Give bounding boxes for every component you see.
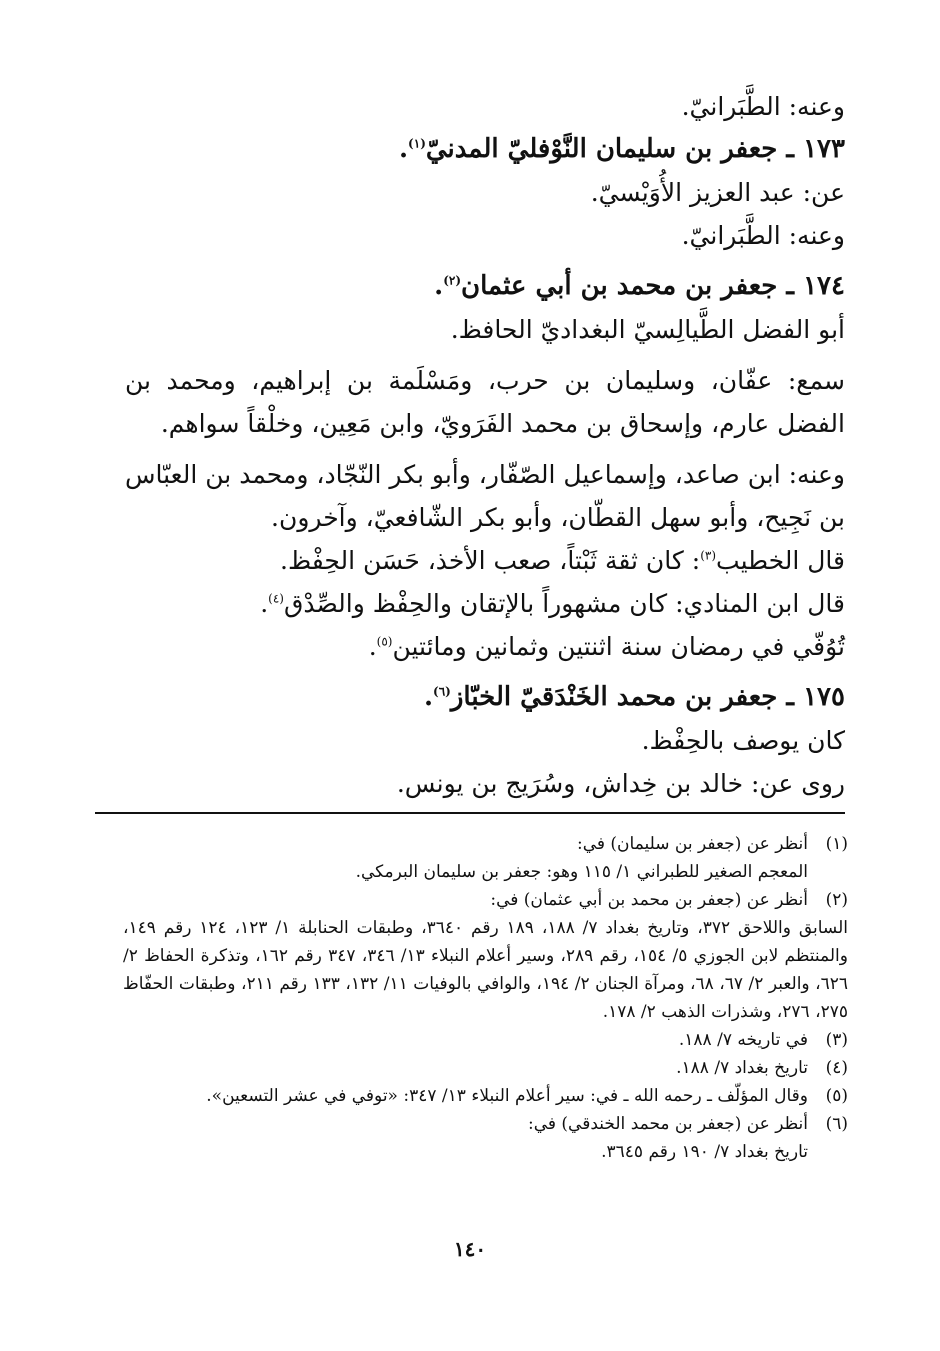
- footnote-line: أنظر عن (جعفر بن محمد بن أبي عثمان) في:: [490, 890, 808, 910]
- entry-title: ١٧٣ ـ جعفر بن سليمان النَّوْفليّ المدنيّ: [425, 134, 845, 164]
- footnote-ref: (١): [408, 136, 426, 151]
- text-line: عن: عبد العزيز الأُوَيْسيّ.: [590, 178, 845, 207]
- text-line: [125, 582, 845, 625]
- text-span: : كان ثقة ثَبْتاً، صعب الأخذ، حَسَن الحِفْظ.: [280, 546, 701, 575]
- entry-174-heading: [125, 265, 845, 308]
- text-line: روى عن: خالد بن خِداش، وسُرَيج بن يونس.: [396, 769, 845, 798]
- footnote-paragraph: السابق واللاحق ٣٧٢، وتاريخ بغداد ٧/ ١٨٨، ١٨٩ رقم ٣٦٤٠، وطبقات الحنابلة ١/ ١٢٣، ١٢٤ رقم ١٤٩، والمنتظم لابن الجوزي ٥/ ١٥٤، رقم ٢٨٩، وسير أعلام النبلاء ١٣/ ٣٤٦، ٣٤٧ رقم ١٦٢، وتذكرة الحفاظ ٢/ ٦٢٦، والعبر ٢/ ٦٧، ٦٨، ومرآة الجنان ٢/ ١٩٤، والوافي بالوفيات ١١/ ١٣٢، ١٣٣ رقم ٢١١، وطبقات الحفّاظ ٢٧٥، ٢٧٦، وشذرات الذهب ٢/ ١٧٨.: [123, 918, 848, 1022]
- footnote-1: [123, 830, 848, 886]
- footnote-separator: [95, 812, 845, 814]
- text-paragraph: سمع: عفّان، وسليمان بن حرب، ومَسْلَمة بن إبراهيم، ومحمد بن الفضل عارم، وإسحاق بن محمد الفَرَويّ، وابن مَعِين، وخلْقاً سواهم.: [125, 366, 845, 438]
- footnote-line: في تاريخه ٧/ ١٨٨.: [678, 1030, 808, 1050]
- entry-title: ١٧٤ ـ جعفر بن محمد بن أبي عثمان: [461, 271, 845, 301]
- page-number: ١٤٠: [453, 1237, 487, 1261]
- footnote-6: [123, 1110, 848, 1166]
- footnote-2-body: [123, 914, 848, 1026]
- text-line: [125, 539, 845, 582]
- entry-end: .: [398, 134, 409, 164]
- entry-title: ١٧٥ ـ جعفر بن محمد الخَنْدَقيّ الخبّاز: [450, 682, 845, 712]
- footnote-line: أنظر عن (جعفر بن سليمان) في:: [576, 834, 808, 854]
- footnote-number: (١): [825, 834, 848, 854]
- text-line: وعنه: الطَّبَرانيّ.: [681, 92, 845, 121]
- text-span: قال ابن المنادي: كان مشهوراً بالإتقان والحِفْظ والصِّدْق: [283, 589, 845, 618]
- footnote-number: (٥): [825, 1086, 848, 1106]
- footnote-2: [123, 886, 848, 914]
- footnote-number: (٤): [825, 1058, 848, 1078]
- text-span: .: [260, 589, 269, 618]
- footnote-ref: (٥): [376, 634, 393, 649]
- footnote-number: (٦): [825, 1114, 848, 1134]
- footnote-line: أنظر عن (جعفر بن محمد الخندقي) في:: [528, 1114, 808, 1134]
- entry-end: .: [423, 682, 434, 712]
- main-text: [125, 85, 845, 805]
- footnote-line: المعجم الصغير للطبراني ١/ ١١٥ وهو: جعفر بن سليمان البرمكي.: [355, 862, 808, 882]
- footnote-line: وقال المؤلّف ـ رحمه الله ـ في: سير أعلام النبلاء ١٣/ ٣٤٧: «توفي في عشر التسعين».: [206, 1086, 808, 1106]
- text-line: [125, 625, 845, 668]
- text-span: قال الخطيب: [716, 546, 845, 575]
- footnote-number: (٢): [825, 890, 848, 910]
- footnote-number: (٣): [825, 1030, 848, 1050]
- text-span: تُوُفّي في رمضان سنة اثنتين وثمانين ومائتين: [392, 632, 845, 661]
- footnote-line: تاريخ بغداد ٧/ ١٨٨.: [676, 1058, 808, 1078]
- footnote-ref: (٣): [700, 548, 717, 563]
- text-span: .: [368, 632, 377, 661]
- footnotes: [123, 830, 848, 1166]
- entry-173-heading: [125, 128, 845, 171]
- text-line: كان يوصف بالحِفْظ.: [641, 726, 845, 755]
- footnote-line: تاريخ بغداد ٧/ ١٩٠ رقم ٣٦٤٥.: [601, 1142, 808, 1162]
- text-line: وعنه: الطَّبَرانيّ.: [681, 221, 845, 250]
- footnote-ref: (٢): [443, 273, 462, 288]
- entry-end: .: [434, 271, 444, 301]
- footnote-ref: (٤): [268, 591, 284, 606]
- footnote-4: [123, 1054, 848, 1082]
- footnote-ref: (٦): [433, 684, 451, 699]
- footnote-5: [123, 1082, 848, 1110]
- text-paragraph: وعنه: ابن صاعد، وإسماعيل الصّفّار، وأبو بكر النّجّاد، ومحمد بن العبّاس بن نَجِيح، وأبو سهل القطّان، وأبو بكر الشّافعيّ، وآخرون.: [125, 460, 845, 532]
- text-line: أبو الفضل الطَّيالِسيّ البغداديّ الحافظ.: [450, 315, 845, 344]
- entry-175-heading: [125, 676, 845, 719]
- footnote-3: [123, 1026, 848, 1054]
